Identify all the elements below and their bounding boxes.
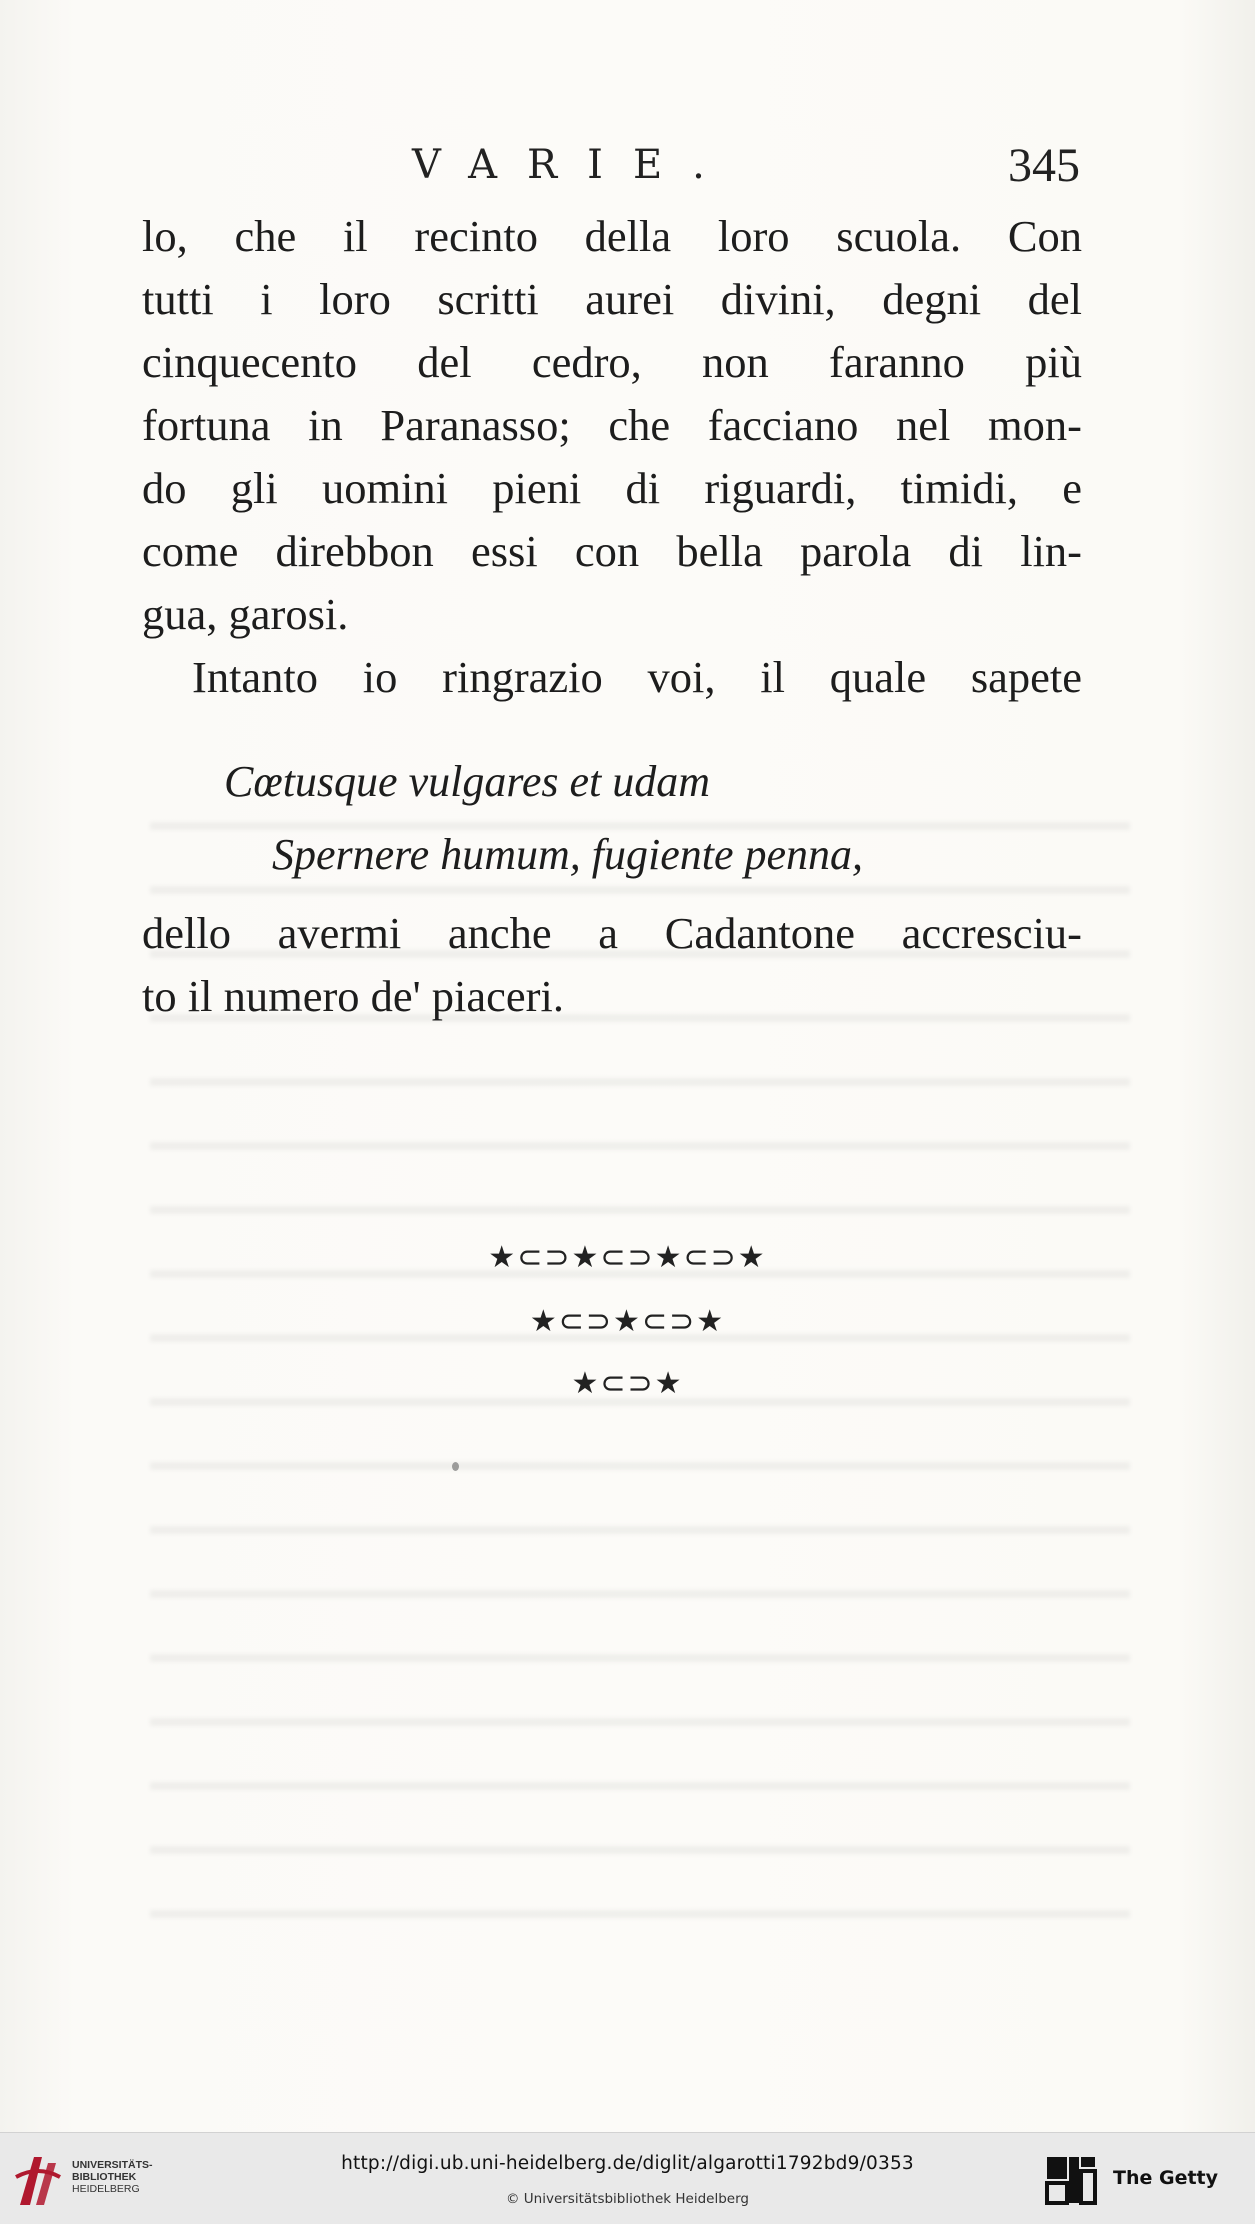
page-number: 345 (1008, 139, 1080, 192)
paper-speck (452, 1462, 459, 1471)
text-line: cinquecento del cedro, non faranno più (142, 337, 1082, 387)
text-line: gua, garosi. (142, 589, 349, 639)
text-line: to il numero de' piaceri. (142, 971, 564, 1021)
text-line: Intanto io ringrazio voi, il quale sapete (192, 652, 1082, 702)
ornament-row-3: ★⊂⊃★ (571, 1366, 684, 1401)
ornament-row-2: ★⊂⊃★⊂⊃★ (529, 1304, 726, 1339)
partner-name: The Getty (1113, 2167, 1219, 2189)
copyright-notice: © Universitätsbibliothek Heidelberg (505, 2191, 749, 2207)
viewer-footer (0, 2132, 1255, 2224)
library-name: UNIVERSITÄTS- BIBLIOTHEK HEIDELBERG (72, 2159, 153, 2195)
getty-logo[interactable] (1045, 2155, 1235, 2205)
text-line: fortuna in Paranasso; che facciano nel mon- (142, 400, 1082, 450)
text-line: lo, che il recinto della loro scuola. Con (142, 211, 1082, 261)
text-line: dello avermi anche a Cadantone accresciu- (142, 908, 1082, 958)
verse-quotation (142, 745, 1082, 891)
body-text (142, 205, 1082, 709)
running-title: VARIE. (412, 142, 735, 188)
text-line: come direbbon essi con bella parola di lin- (142, 526, 1082, 576)
closing-text (142, 902, 1082, 1028)
text-line: do gli uomini pieni di riguardi, timidi, e (142, 463, 1082, 513)
text-line: tutti i loro scritti aurei divini, degni del (142, 274, 1082, 324)
ornament-row-1: ★⊂⊃★⊂⊃★⊂⊃★ (488, 1240, 767, 1275)
permalink-url[interactable]: http://digi.ub.uni-heidelberg.de/diglit/algarotti1792bd9/0353 (341, 2153, 914, 2174)
verse-line: Cœtusque vulgares et udam (224, 757, 710, 806)
verse-line: Spernere humum, fugiente penna, (272, 830, 864, 879)
getty-mark-icon (1045, 2155, 1097, 2205)
page-header (142, 139, 1080, 202)
